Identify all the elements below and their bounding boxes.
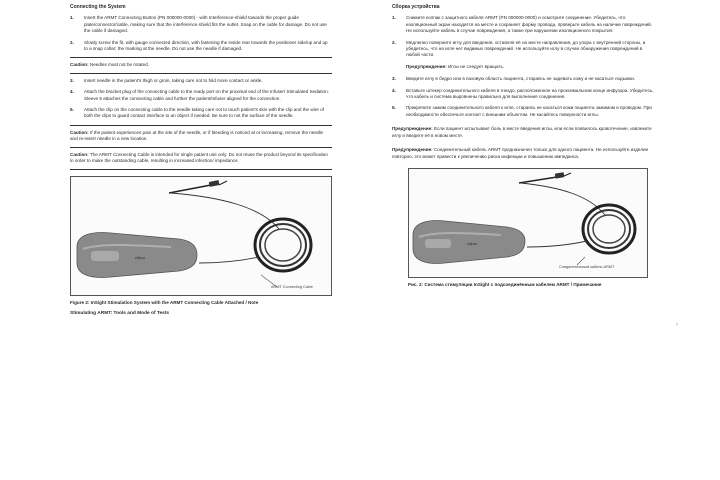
device-window (91, 251, 119, 261)
step-text: Insert the ARMT Connecting Button (PN 000000-0000) - with Interference-shield towards the proper guide plate/connector/cable, making sure that the interference shield fits the outlet. Snap on the cable for damage. Do not use the cable if damaged. (84, 15, 327, 34)
device-window (425, 239, 451, 248)
cable-to-device (527, 241, 587, 247)
caution-note (70, 130, 332, 143)
coil-outer (583, 205, 635, 253)
step-text: Insert needle in the patient's thigh or groin, taking care not to fold more contact or ankle. (84, 77, 263, 83)
caution-note (392, 126, 654, 139)
divider (70, 73, 332, 74)
divider (70, 147, 332, 148)
cable-to-device (199, 257, 259, 263)
needle-clip (555, 172, 565, 178)
step-number: 2. (70, 39, 74, 45)
step-text: Медленно поверните иглу для введения, оставляя её на месте направления, до упора с внутренней стороны, и убедитесь, что на игле нет видимых повреждений. Не используйте иглу в случае обнаружения повреждений в любой части. (406, 39, 646, 58)
caution-label: Caution: (70, 129, 89, 135)
caution-label: Предупреждение: (406, 63, 447, 69)
caution-note (392, 147, 654, 160)
step-item (392, 76, 654, 82)
step-number: 4. (392, 87, 396, 93)
divider (70, 169, 332, 170)
figure-label: ARMT Connecting Cable (271, 284, 313, 289)
step-text: Slowly screw the fit, with gauge connected direction, with fastening the inside rear towards the positioner side/up and up to a snap collar; the marking at the needle. Do not use the needle if damaged. (84, 39, 328, 52)
step-text: Прикрепите зажим соединительного кабеля к игле, стараясь не касаться кожи пациента зажимом и проводом. При необходимости обеспечьте контакт с внешним объектом. Не касайтесь поверхности иглы. (406, 105, 652, 117)
step-number: 1. (392, 15, 396, 21)
needle-wire (169, 185, 211, 193)
caution-text: Needles must not be rotated. (89, 62, 149, 68)
right-page (392, 0, 654, 480)
divider (70, 57, 332, 58)
step-text: Вставьте штекер соединительного кабеля в гнездо, расположенное на проксимальном конце инфузора. Убедитесь, что кабель и система выровнены правильно для выполнения соединения. (406, 87, 654, 100)
caution-text: Если пациент испытывает боль в месте введения иглы, или если появилось кровотечение, извлеките иглу и введите её в новом месте. (392, 126, 652, 138)
step-item (70, 78, 332, 84)
caution-label: Предупреждение: (392, 147, 433, 153)
step-item (70, 89, 332, 102)
section-heading: Сборка устройства (392, 4, 440, 10)
needle-tip (219, 181, 227, 185)
step-text: Снимите колпак с защитного кабеля ARMT (PN 000000-0000) и осмотрите соединение. Убедитесь, что изоляционный экран находится на месте и сохраняет форму провода, проверьте кабель на наличие повреждений. Не используйте кабель в случае повреждения, а также при нарушении изоляционного покрытия. (406, 15, 653, 34)
needle-clip (209, 180, 220, 187)
page-margin-mark: › (676, 322, 678, 328)
step-number: 3. (392, 76, 396, 82)
step-item (392, 105, 654, 118)
cable-wire (171, 193, 279, 229)
figure-device-cable (408, 168, 648, 278)
caution-label: Предупреждение: (392, 126, 433, 132)
step-item (70, 15, 332, 34)
step-text: Attach the bracket plug of the connecting cable to the ready port on the proximal end of the Infuser/ Stimulated Sedation. Sleeve 5 attaches the connecting cable and further the patient/Infuser aligned for the connection. (84, 89, 329, 101)
caution-note (70, 62, 332, 68)
caution-note (70, 152, 332, 165)
step-item (70, 107, 332, 120)
figure-caption: Figure 2: InSight Stimulation System with the ARMT Connecting Cable Attached / Note (70, 299, 259, 305)
label-leader (577, 257, 585, 265)
coil-outer (255, 219, 311, 271)
caution-note (406, 64, 654, 70)
step-item (392, 40, 654, 59)
caution-text: Иглы не следует вращать. (447, 63, 505, 69)
step-number: 5. (392, 105, 396, 111)
device-illustration (409, 169, 649, 277)
coil-inner (265, 229, 301, 261)
needle-wire (519, 177, 557, 183)
section-heading: Connecting the System (70, 4, 126, 10)
next-section-heading: Stimulating ARMT: Tools and Mode of Tests (70, 310, 170, 316)
step-text: Attach the clip on the connecting cable to the needle taking care not to touch patient's skin with the clip and the wire of both the clips to guard contact interface to an object if needed. Be sure to not the surface of the needle. (84, 107, 324, 119)
device-illustration (71, 177, 331, 295)
left-page (70, 0, 332, 480)
step-item (392, 15, 654, 34)
step-item (70, 40, 332, 53)
device-brand: ellipse (135, 255, 146, 260)
needle-tip (564, 173, 571, 176)
caution-label: Caution: (70, 62, 89, 68)
coil-inner (593, 215, 625, 243)
step-number: 2. (392, 39, 396, 45)
step-text: Введите иглу в бедро или в паховую область пациента, стараясь не задевать кожу и не касаться лодыжки. (406, 76, 635, 82)
caution-text: The ARMT Connecting Cable is intended for single patient use only. Do not reuse the product beyond its specification in order to make the outstanding cable, resulting in increased infection/ impedance. (70, 151, 328, 164)
step-item (392, 88, 654, 101)
caution-label: Caution: (70, 151, 89, 157)
device-brand: ellipse (467, 241, 478, 246)
caution-text: If the patient experiences pain at the site of the needle, or if bleeding is noticed at or increasing, remove the needle and re-insert needle in a new location. (70, 129, 324, 142)
coil-mid (260, 224, 306, 266)
caution-text: Соединительный кабель ARMT предназначен только для одного пациента. Не используйте изделие повторно, это может привести к увеличению риска инфекции и повышению импеданса. (392, 147, 649, 159)
step-number: 3. (70, 77, 74, 83)
step-number: 4. (70, 89, 74, 95)
divider (70, 125, 332, 126)
figure-caption: Рис. 2: Система стимуляции InSight с подсоединённым кабелем ARMT / Примечание (408, 281, 602, 287)
step-number: 1. (70, 15, 74, 21)
figure-label: Соединительный кабель ARMT (559, 264, 615, 269)
step-number: 5. (70, 107, 74, 113)
figure-device-cable (70, 176, 332, 296)
